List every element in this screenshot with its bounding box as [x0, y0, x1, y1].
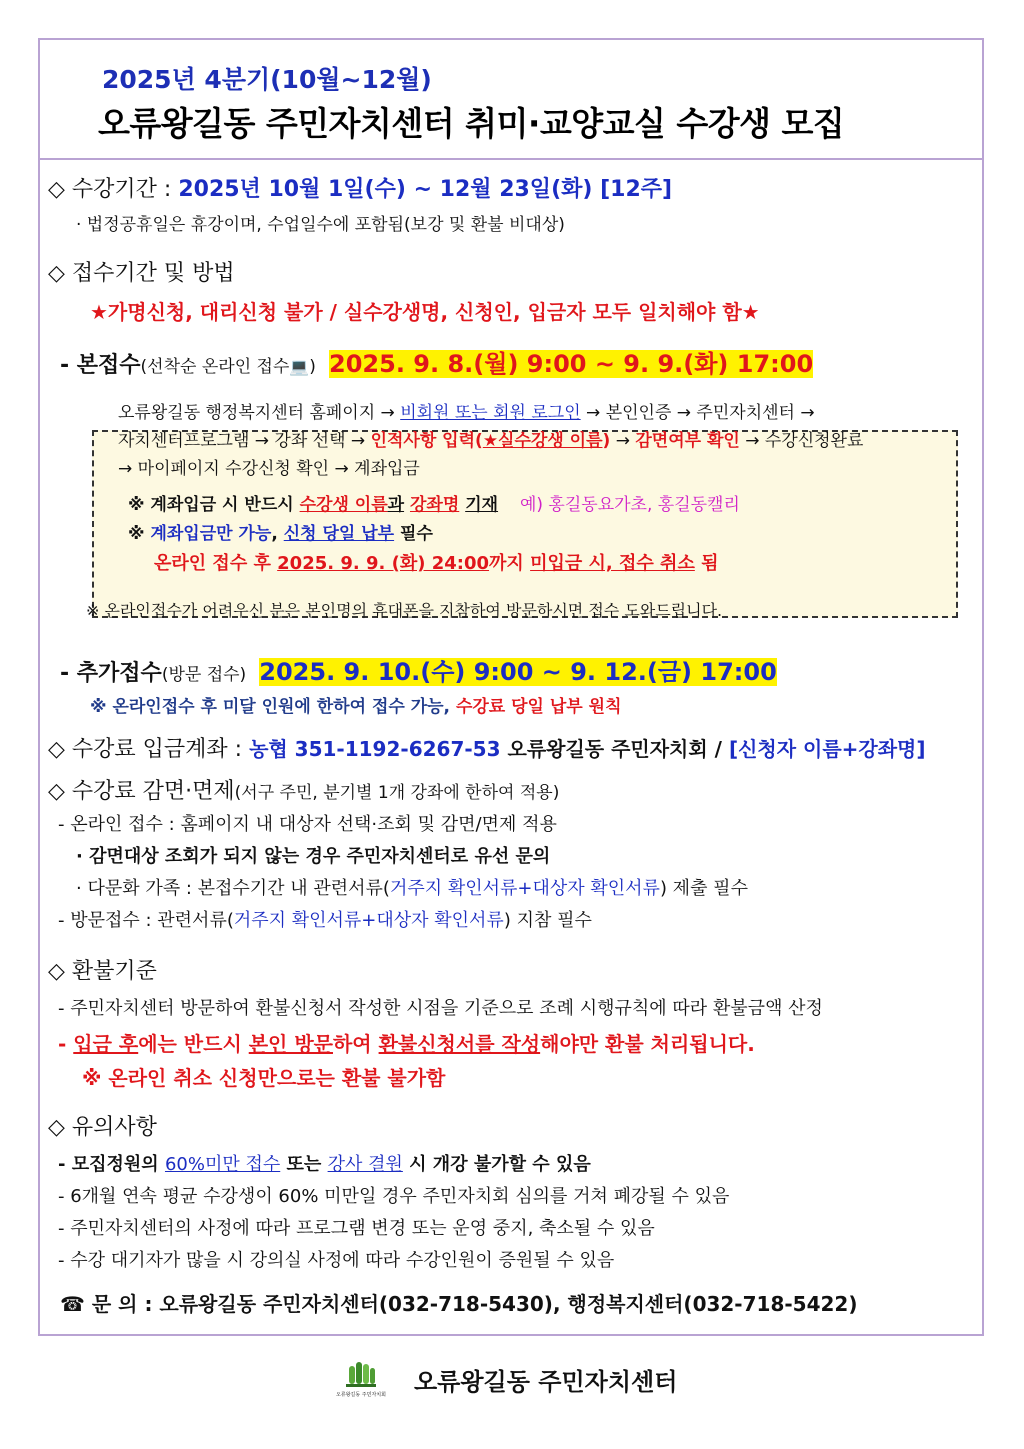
discount-line-3 [76, 874, 748, 900]
discount-4a: - 방문접수 : 관련서류( [58, 910, 234, 931]
note1-b: 수강생 이름 [299, 495, 388, 515]
steps-2f: 감면여부 확인 [635, 431, 740, 451]
steps-2g: → 수강신청완료 [745, 431, 864, 451]
steps-1a: 오류왕길동 행정복지센터 홈페이지 → [118, 403, 395, 423]
org-logo [336, 1360, 386, 1400]
contact-line [60, 1288, 857, 1317]
refund-2d: 본인 방문 [248, 1032, 333, 1056]
main-reception-sub: (선착순 온라인 접수 [140, 357, 290, 377]
notes-label: ◇ 유의사항 [48, 1115, 157, 1140]
refund-2a: - [58, 1032, 74, 1056]
refund-line-2 [58, 1028, 755, 1057]
notes-1d: 강사 결원 [327, 1154, 403, 1175]
discount-line [48, 774, 559, 805]
note1-e: 기재 [465, 495, 499, 515]
notes-1e: 시 개강 불가할 수 있음 [409, 1154, 591, 1175]
steps-login-link: 비회원 또는 회원 로그인 [400, 403, 581, 423]
extra-note-b: 수강료 당일 납부 원칙 [455, 697, 622, 717]
note1-d: 강좌명 [409, 495, 460, 515]
extra-note-a: ※ 온라인접수 후 미달 인원에 한하여 접수 가능, [90, 697, 451, 717]
steps-line-2 [118, 426, 863, 451]
refund-line-1: - 주민자치센터 방문하여 환불신청서 작성한 시점을 기준으로 조례 시행규칙에 따라 환불금액 산정 [58, 998, 823, 1019]
note1-c: 과 [387, 495, 405, 515]
notes-line-2: - 6개월 연속 평균 수강생이 60% 미만일 경우 주민자치회 심의를 거쳐 폐강될 수 있음 [58, 1186, 730, 1207]
steps-1c: → 본인인증 → 주민자치센터 → [586, 403, 815, 423]
header [40, 40, 982, 160]
footer-org-name: 오류왕길동 주민자치센터 [414, 1368, 678, 1396]
note3-b: 2025. 9. 9. (화) 24:00 [277, 553, 490, 574]
refund-line-3: ※ 온라인 취소 신청만으로는 환불 불가함 [82, 1066, 446, 1090]
account-depositor: [신청자 이름+강좌명] [728, 737, 926, 761]
quarter-subtitle: 2025년 4분기(10월~12월) [102, 65, 432, 94]
notes-1b: 60%미만 접수 [164, 1154, 281, 1175]
discount-4c: ) 지참 필수 [503, 910, 592, 931]
refund-2g: 해야만 환불 처리됩니다. [540, 1032, 755, 1056]
period-line [48, 172, 672, 203]
steps-2d: ) [602, 431, 611, 451]
account-holder: 오류왕길동 주민자치회 / [507, 737, 722, 761]
period-value: 2025년 10월 1일(수) ~ 12월 23일(화) [12주] [178, 177, 673, 202]
box-note-2 [128, 519, 433, 544]
period-label: ◇ 수강기간 : [48, 177, 172, 202]
refund-2f: 환불신청서를 작성 [378, 1032, 541, 1056]
steps-line-1 [118, 398, 815, 423]
box-note-1 [128, 490, 740, 515]
notes-1a: - 모집정원의 [58, 1154, 159, 1175]
refund-2c: 에는 반드시 [138, 1032, 249, 1056]
note2-d: 신청 당일 납부 [283, 524, 395, 544]
page-title: 오류왕길동 주민자치센터 취미·교양교실 수강생 모집 [98, 104, 845, 143]
account-label: ◇ 수강료 입금계좌 : [48, 737, 243, 762]
refund-2e: 하여 [332, 1032, 379, 1056]
steps-2a: 자치센터프로그램 → 강좌 선택 → [118, 431, 366, 451]
discount-4b: 거주지 확인서류+대상자 확인서류 [233, 910, 504, 931]
refund-2b: 입금 후 [73, 1032, 139, 1056]
steps-line-3: → 마이페이지 수강신청 확인 → 계좌입금 [118, 459, 420, 479]
discount-sub: (서구 주민, 분기별 1개 강좌에 한하여 적용) [234, 783, 560, 803]
note2-b: 계좌입금만 가능 [150, 524, 272, 544]
extra-reception-label: - 추가접수 [60, 661, 162, 686]
account-line [48, 732, 926, 763]
notes-line-4: - 수강 대기자가 많을 시 강의실 사정에 따라 수강인원이 증원될 수 있음 [58, 1250, 615, 1271]
note3-d: 미입금 시, 접수 취소 [530, 553, 695, 574]
discount-line-4 [58, 906, 592, 932]
discount-label: ◇ 수강료 감면·면제 [48, 779, 235, 804]
box-note-3 [154, 549, 719, 575]
online-help-note: ※ 온라인접수가 어려우신 분은 본인명의 휴대폰을 지참하여 방문하시면 접수 도와드립니다. [86, 601, 723, 620]
computer-icon: 💻 [289, 357, 310, 376]
steps-2e: → [615, 431, 630, 451]
discount-3a: · 다문화 가족 : 본접수기간 내 관련서류( [76, 878, 390, 899]
note3-c: 까지 [489, 553, 524, 574]
contact-text: 문 의 : 오류왕길동 주민자치센터(032-718-5430), 행정복지센터(032-718-5422) [91, 1292, 858, 1316]
extra-reception-date: 2025. 9. 10.(수) 9:00 ~ 9. 12.(금) 17:00 [259, 658, 777, 686]
main-reception-label: - 본접수 [60, 353, 141, 378]
note2-a: ※ [128, 524, 145, 544]
extra-reception-sub: (방문 접수) [161, 665, 247, 685]
logo-caption: 오류왕길동 주민자치회 [336, 1392, 386, 1398]
note3-a: 온라인 접수 후 [154, 553, 271, 574]
note1-example: 예) 홍길동요가초, 홍길동캘리 [519, 495, 740, 515]
notes-line-1 [58, 1150, 591, 1176]
reception-warning: ★가명신청, 대리신청 불가 / 실수강생명, 신청인, 입금자 모두 일치해야 함★ [90, 300, 760, 324]
discount-3c: ) 제출 필수 [659, 878, 748, 899]
extra-reception-note [90, 692, 622, 717]
refund-label: ◇ 환불기준 [48, 959, 157, 984]
phone-icon: ☎ [60, 1292, 85, 1316]
reception-label: ◇ 접수기간 및 방법 [48, 261, 235, 286]
main-reception-sub-end: ) [309, 357, 316, 377]
notes-1c: 또는 [286, 1154, 322, 1175]
discount-line-2: · 감면대상 조회가 되지 않는 경우 주민자치센터로 유선 문의 [76, 846, 551, 867]
footer [0, 1354, 1024, 1404]
period-note: · 법정공휴일은 휴강이며, 수업일수에 포함됨(보강 및 환불 비대상) [76, 215, 565, 235]
main-reception-line [60, 344, 813, 379]
extra-reception-line [60, 652, 777, 687]
steps-2c: ★실수강생 이름 [482, 431, 603, 451]
note2-c: , [271, 524, 278, 544]
main-reception-date: 2025. 9. 8.(월) 9:00 ~ 9. 9.(화) 17:00 [329, 350, 814, 378]
discount-line-1: - 온라인 접수 : 홈페이지 내 대상자 선택·조회 및 감면/면제 적용 [58, 814, 557, 835]
discount-3b: 거주지 확인서류+대상자 확인서류 [389, 878, 660, 899]
note3-e: 됨 [701, 553, 719, 574]
note1-a: ※ 계좌입금 시 반드시 [128, 495, 294, 515]
steps-2b: 인적사항 입력( [370, 431, 483, 451]
account-bank: 농협 351-1192-6267-53 [249, 737, 501, 761]
notes-line-3: - 주민자치센터의 사정에 따라 프로그램 변경 또는 운영 중지, 축소될 수 있음 [58, 1218, 655, 1239]
note2-e: 필수 [400, 524, 433, 544]
